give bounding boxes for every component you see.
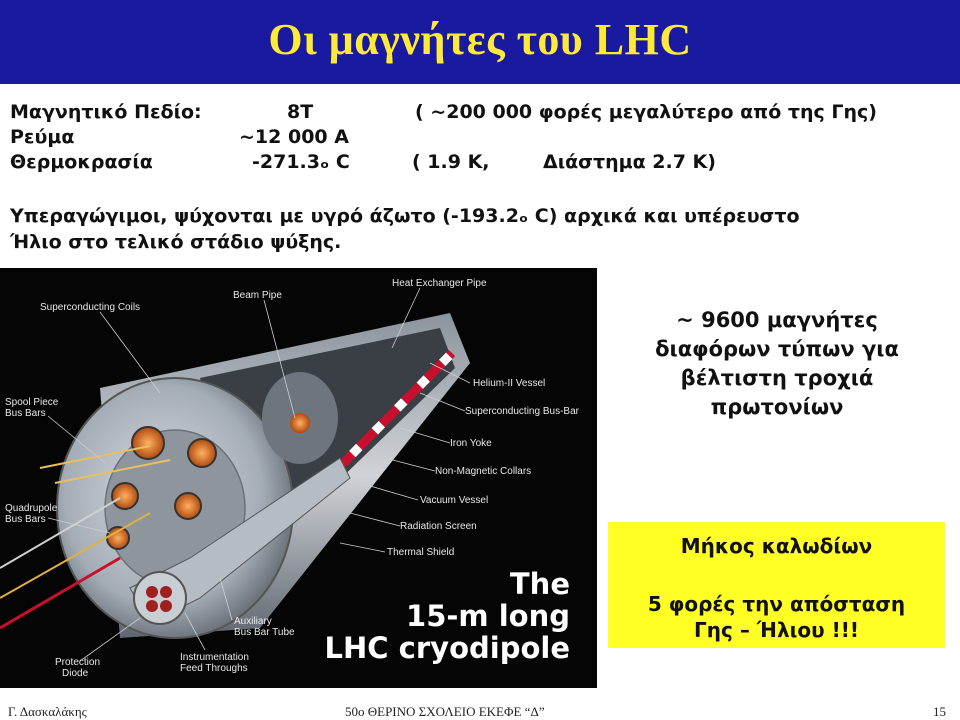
temp-note-kelvin: ( 1.9 K,: [412, 151, 490, 173]
label-vacuum-vessel: Vacuum Vessel: [420, 495, 489, 506]
label-heat-exchanger-pipe: Heat Exchanger Pipe: [392, 278, 487, 289]
label-quadrupole-2: Bus Bars: [5, 514, 46, 525]
temp-label: Θερμοκρασία: [10, 151, 153, 173]
label-radiation-screen: Radiation Screen: [400, 521, 477, 532]
label-iron-yoke: Iron Yoke: [450, 438, 492, 449]
label-thermal-shield: Thermal Shield: [387, 547, 455, 558]
label-spool-piece-2: Bus Bars: [5, 408, 46, 419]
cable-box-line-2: 5 φορές την απόσταση: [647, 592, 906, 616]
magnets-note: [604, 306, 950, 422]
cryodipole-diagram: [0, 268, 597, 688]
label-protection-1: Protection: [55, 657, 101, 668]
caption-line-1: The: [509, 567, 570, 601]
temp-value: -271.3ₒ C: [252, 151, 350, 173]
cooling-line-1: Υπεραγώγιμοι, ψύχονται με υγρό άζωτο (-193.2ₒ C) αρχικά και υπέρευστο: [10, 205, 800, 227]
magnets-note-line-4: πρωτονίων: [710, 395, 844, 419]
footer-author: Γ. Δασκαλάκης: [8, 704, 87, 719]
title-bar: [0, 0, 960, 84]
field-note: ( ~200 000 φορές μεγαλύτερο από της Γης): [415, 101, 877, 123]
label-non-magnetic-collars: Non-Magnetic Collars: [435, 466, 532, 477]
magnets-note-line-1: ~ 9600 μαγνήτες: [676, 308, 878, 332]
label-auxiliary-2: Bus Bar Tube: [234, 627, 295, 638]
label-spool-piece-1: Spool Piece: [5, 397, 59, 408]
field-label: Μαγνητικό Πεδίο:: [10, 101, 202, 123]
footer-page-number: 15: [933, 704, 946, 719]
magnets-note-line-2: διαφόρων τύπων για: [655, 337, 899, 361]
magnets-note-line-3: βέλτιστη τροχιά: [680, 366, 874, 390]
footer-school: 50ο ΘΕΡΙΝΟ ΣΧΟΛΕΙΟ ΕΚΕΦΕ “Δ”: [345, 704, 545, 719]
label-auxiliary-1: Auxiliary: [234, 616, 272, 627]
field-value: 8T: [287, 101, 314, 123]
current-label: Ρεύμα: [10, 126, 75, 148]
label-sc-bus-bar: Superconducting Bus-Bar: [465, 406, 579, 417]
caption-line-3: LHC cryodipole: [324, 631, 570, 665]
cooling-line-2: Ήλιο στο τελικό στάδιο ψύξης.: [10, 231, 342, 253]
label-superconducting-coils: Superconducting Coils: [40, 302, 141, 313]
label-helium-vessel: Helium-II Vessel: [473, 378, 546, 389]
label-instrumentation-1: Instrumentation: [180, 652, 249, 663]
current-value: ~12 000 A: [239, 126, 349, 148]
label-protection-2: Diode: [62, 668, 89, 679]
caption-line-2: 15-m long: [406, 599, 570, 633]
label-beam-pipe: Beam Pipe: [233, 290, 282, 301]
cable-box-line-3: Γης – Ήλιου !!!: [694, 618, 859, 642]
page-title: Οι μαγνήτες του LHC: [268, 15, 692, 64]
cable-box-line-1: Μήκος καλωδίων: [680, 534, 873, 558]
label-instrumentation-2: Feed Throughs: [180, 663, 248, 674]
label-quadrupole-1: Quadrupole: [5, 503, 58, 514]
temp-note-space: Διάστημα 2.7 K): [543, 151, 716, 173]
cable-length-box: [608, 522, 945, 648]
